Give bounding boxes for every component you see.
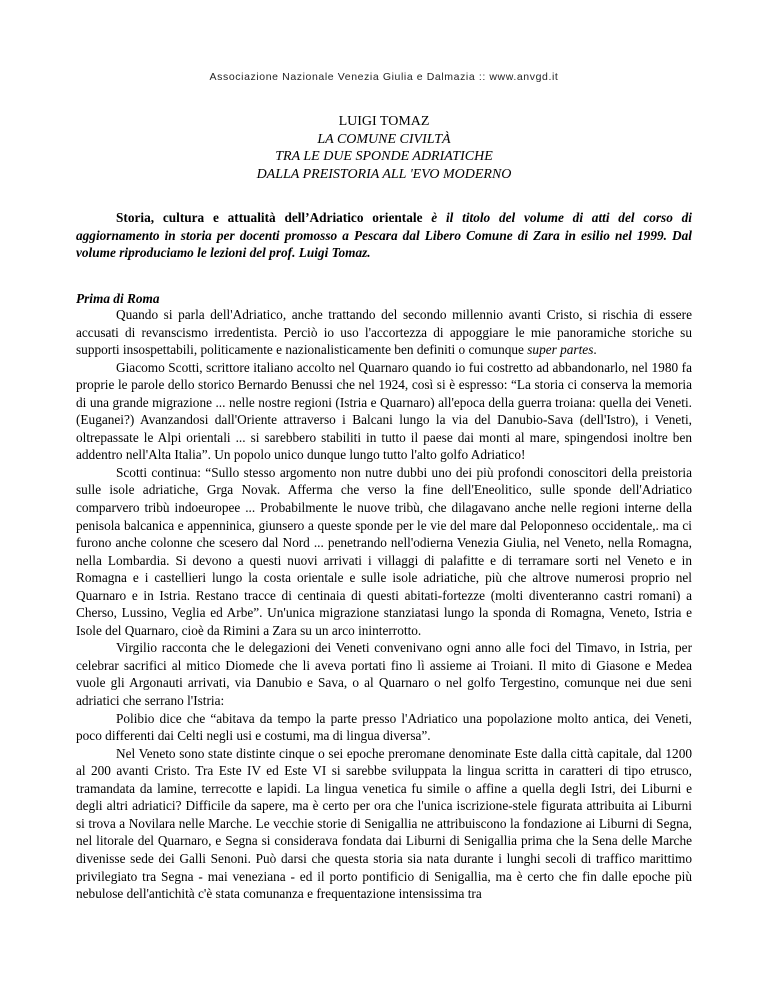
title-line-1: LA COMUNE CIVILTÀ <box>317 131 451 147</box>
intro-paragraph <box>76 209 692 262</box>
paragraph-2: Giacomo Scotti, scrittore italiano accolto nel Quarnaro quando io fui costretto ad abbandonarlo, nel 1980 fa proprie le parole dello storico Bernardo Benussi che nel 1924, così si è espresso: “La storia ci conserva la memoria di una grande migrazione ... nelle nostre regioni (Istria e Quarnaro) all'epoca della guerra troiana: quella dei Veneti. (Euganei?) Avanzandosi dall'Oriente attraverso i Balcani lungo la via del Danubio-Sava (dell'Istro), i Veneti, oltrepassate le Alpi orientali ... si sarebbero stabiliti in tutto il paese dai monti al mare, spingendosi inoltre ben addentro nell'Alta Italia”. Un popolo unico dunque lungo tutto l'alto golfo Adriatico! <box>76 359 692 463</box>
body-text <box>76 306 692 903</box>
paragraph-1 <box>76 306 692 359</box>
intro-book-title: Storia, cultura e attualità dell’Adriatico orientale <box>116 210 423 225</box>
paragraph-4: Virgilio racconta che le delegazioni dei Veneti convenivano ogni anno alle foci del Timavo, in Istria, per celebrar sacrifici al mitico Diomede che li aveva portati fino lì assieme ai Troiani. Il mito di Giasone e Medea vuole gli Argonauti arrivati, via Danubio e Sava, o al Quarnaro o nel golfo Tergestino, comunque nei due seni adriatici che serrano l'Istria: <box>76 640 692 709</box>
association-header: Associazione Nazionale Venezia Giulia e Dalmazia :: www.anvgd.it <box>209 71 559 83</box>
title-line-2: TRA LE DUE SPONDE ADRIATICHE <box>275 149 493 164</box>
paragraph-3: Scotti continua: “Sullo stesso argomento non nutre dubbi uno dei più profondi conoscitori della preistoria sulle isole adriatiche, Grga Novak. Afferma che verso la fine dell'Eneolitico, sulle sponde dell'Adriatico comparvero tribù indoeuropee ... Probabilmente le nuove tribù, che dilagavano anche nelle regioni interne della penisola balcanica e appenninica, giunsero a queste sponde per le vie del mare dal Peloponneso occidentale,. ma ci furono anche colonne che scesero dal Nord ... penetrando nell'odierna Venezia Giulia, nel Veneto, nella Romagna, nella Lombardia. Si devono a questi nuovi arrivati i villaggi di palafitte e di terramare sorti nel Veneto e in Romagna e i castellieri lungo la costa orientale e sulle isole adriatiche, più che altrove numerosi proprio nel Quarnaro e in Istria. Restano tracce di centinaia di questi abitati-fortezze (molti diventeranno castri romani) a Cherso, Lussino, Veglia ed Arbe”. Un'unica migrazione stanziatasi lungo la sponda di Romagna, Veneto, Istria e Isole del Quarnaro, cioè da Rimini a Zara su un arco ininterrotto. <box>76 464 692 638</box>
paragraph-1-text: Quando si parla dell'Adriatico, anche trattando del secondo millennio avanti Cristo, si rischia di essere accusati di revanscismo irredentista. Perciò io uso l'accortezza di appoggiare le mie panoramiche storiche su supporti insospettabili, politicamente e nazionalisticamente ben definiti o comunque <box>76 307 692 358</box>
title-line-3: DALLA PREISTORIA ALL 'EVO MODERNO <box>256 166 512 182</box>
title-block <box>0 113 768 183</box>
paragraph-1-end: . <box>593 342 597 358</box>
paragraph-1-emphasis: super partes <box>527 342 594 358</box>
author-name: LUIGI TOMAZ <box>338 114 430 129</box>
intro-text: è il titolo del volume di atti del corso di aggiornamento in storia per docenti promosso a Pescara dal Libero Comune di Zara in esilio nel 1999. Dal volume riproduciamo le lezioni del prof. Luigi Tomaz. <box>76 210 693 261</box>
paragraph-5: Polibio dice che “abitava da tempo la parte presso l'Adriatico una popolazione molto antica, dei Veneti, poco differenti dai Celti negli usi e costumi, ma di lingua diversa”. <box>76 710 692 744</box>
section-heading: Prima di Roma <box>76 291 160 306</box>
paragraph-6: Nel Veneto sono state distinte cinque o sei epoche preromane denominate Este dalla città capitale, dal 1200 al 200 avanti Cristo. Tra Este IV ed Este VI si sarebbe sviluppata la lingua scritta in caratteri di tipo etrusco, tramandata da lamine, terrecotte e lapidi. La lingua venetica fu simile o affine a quella degli Istri, dei Liburni e degli altri adriatici? Difficile da sapere, ma è certo per ora che l'unica iscrizione-stele figurata attribuita ai Liburni si trova a Novilara nelle Marche. Le vecchie storie di Senigallia ne attribuiscono la fondazione ai Liburni di Segna, nel litorale del Quarnaro, e Segna si considerava fondata dai Liburni di Senigallia prima che la Sena delle Marche divenisse sede dei Galli Senoni. Può darsi che questa storia sia nata durante i lunghi secoli di traffico marittimo privilegiato tra Segna - mai veneziana - ed il porto pontificio di Senigallia, ma è certo che fin dalle epoche più nebulose dell'antichità c'è stata comunanza e frequentazione intensissima tra <box>76 745 692 902</box>
